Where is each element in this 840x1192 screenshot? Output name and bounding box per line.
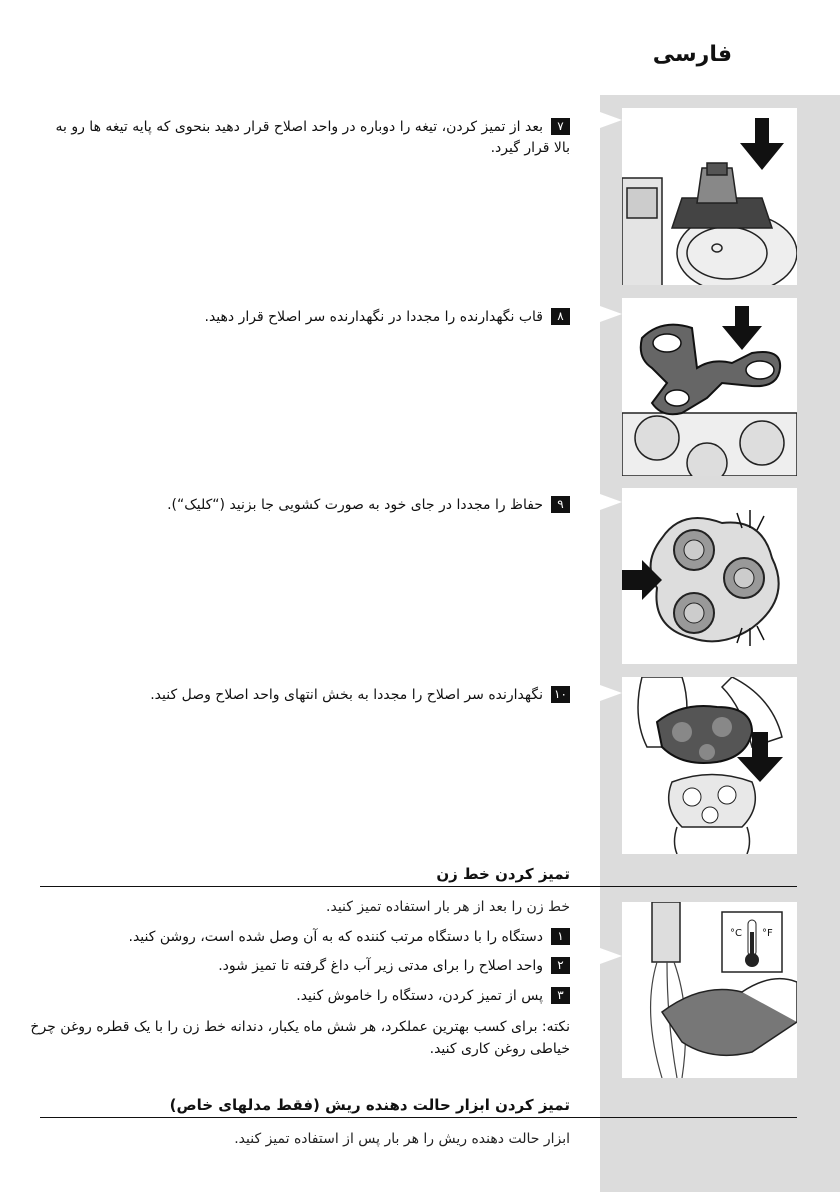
section-divider: [40, 1117, 797, 1118]
trimmer-intro: خط زن را بعد از هر بار استفاده تمیز کنید.: [326, 899, 570, 915]
beard-intro: ابزار حالت دهنده ریش را هر بار پس از استفاده تمیز کنید.: [234, 1131, 570, 1147]
step-9: [50, 495, 570, 516]
figure-pointer: [600, 112, 622, 128]
step-number: ۱: [551, 928, 570, 945]
step-text: دستگاه را با دستگاه مرتب کننده که به آن وصل شده است، روشن کنید.: [128, 929, 543, 945]
step-text: نگهدارنده سر اصلاح را مجددا به بخش انتهای واحد اصلاح وصل کنید.: [150, 687, 543, 703]
section-title-trimmer: تمیز کردن خط زن: [436, 865, 570, 883]
page-language-title: فارسی: [652, 42, 732, 67]
trimmer-step-1: [50, 927, 570, 948]
figure-trimmer-rinse: [622, 902, 797, 1078]
step-10: [50, 685, 570, 706]
step-text: قاب نگهدارنده را مجددا در نگهدارنده سر اصلاح قرار دهید.: [204, 309, 543, 325]
figure-cutter-placement: [622, 108, 797, 285]
section-title-beard-styler: تمیز کردن ابزار حالت دهنده ریش (فقط مدلهای خاص): [169, 1096, 570, 1114]
step-8: [50, 307, 570, 328]
trimmer-note: نکته: برای کسب بهترین عملکرد، هر شش ماه یکبار، دندانه خط زن را با یک قطره روغن چرخ خیاطی روغن کاری کنید.: [30, 1019, 570, 1057]
figure-pointer: [600, 948, 622, 964]
figure-pointer: [600, 306, 622, 322]
figure-frame-placement: [622, 298, 797, 476]
trimmer-step-3: [50, 986, 570, 1007]
step-number: ۸: [551, 308, 570, 325]
step-text: حفاظ را مجددا در جای خود به صورت کشویی جا بزنید (“کلیک“).: [167, 497, 543, 513]
figure-pointer: [600, 685, 622, 701]
step-number: ۷: [551, 118, 570, 135]
trimmer-step-2: [50, 956, 570, 977]
figure-holder-attach: [622, 677, 797, 854]
step-text: واحد اصلاح را برای مدتی زیر آب داغ گرفته تا تمیز شود.: [218, 958, 543, 974]
step-number: ۳: [551, 987, 570, 1004]
figure-guard-slide: [622, 488, 797, 664]
step-7: [50, 117, 570, 159]
step-number: ۲: [551, 957, 570, 974]
fahrenheit-label: °F: [762, 928, 773, 939]
figure-pointer: [600, 494, 622, 510]
celsius-label: °C: [730, 928, 742, 939]
step-number: ۹: [551, 496, 570, 513]
step-text: پس از تمیز کردن، دستگاه را خاموش کنید.: [296, 988, 543, 1004]
section-divider: [40, 886, 797, 887]
step-text: بعد از تمیز کردن، تیغه را دوباره در واحد اصلاح قرار دهید بنحوی که پایه تیغه ها رو به بالا قرار گیرد.: [55, 119, 570, 156]
step-number: ۱۰: [551, 686, 570, 703]
